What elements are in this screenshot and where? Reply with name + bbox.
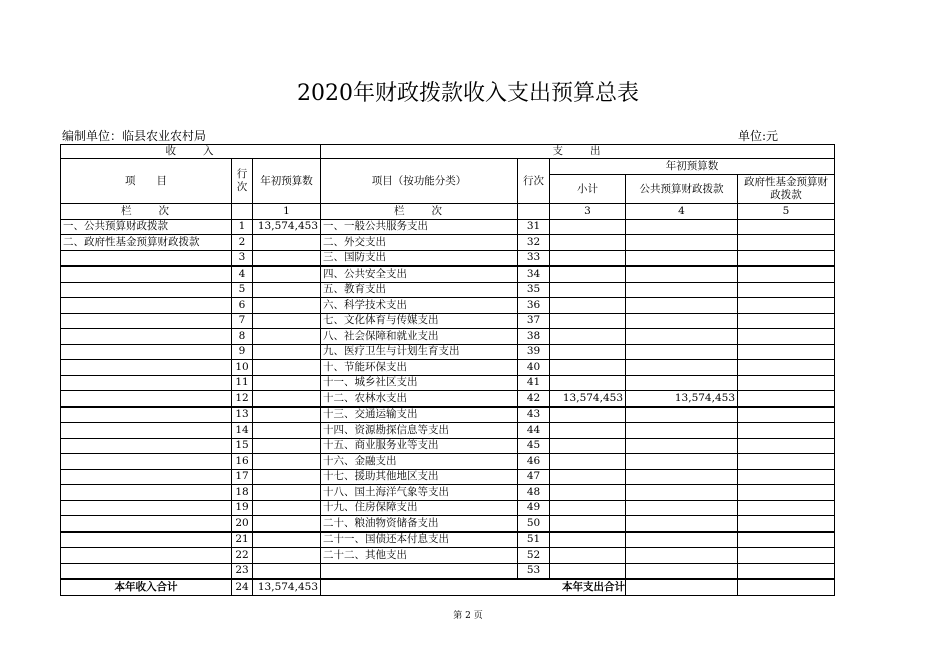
expense-gov [738, 454, 835, 470]
expense-row-no: 33 [518, 250, 550, 266]
table-row [61, 235, 835, 251]
expense-row-no: 42 [518, 391, 550, 407]
expense-subtotal [550, 548, 626, 564]
income-row-no: 9 [232, 344, 253, 360]
income-row-no: 2 [232, 235, 253, 251]
expense-gov [738, 235, 835, 251]
expense-gov [738, 219, 835, 235]
expense-public [626, 360, 738, 376]
income-item [61, 454, 232, 470]
col-number-3: 3 [550, 204, 626, 220]
expense-row-no: 52 [518, 548, 550, 564]
expense-gov [738, 563, 835, 579]
expense-row-no: 31 [518, 219, 550, 235]
expense-item: 十七、援助其他地区支出 [321, 469, 518, 485]
income-item [61, 391, 232, 407]
expense-row-no: 48 [518, 485, 550, 501]
income-row-no: 11 [232, 375, 253, 391]
income-amount: 13,574,453 [253, 219, 321, 235]
income-item [61, 375, 232, 391]
income-item [61, 266, 232, 282]
income-amount [253, 266, 321, 282]
table-row [61, 329, 835, 345]
income-item [61, 298, 232, 314]
income-amount [253, 469, 321, 485]
expense-public [626, 423, 738, 439]
unit-label: 单位:元 [738, 129, 779, 143]
income-item [61, 423, 232, 439]
income-row-no: 18 [232, 485, 253, 501]
table-row [61, 438, 835, 454]
expense-item: 二十二、其他支出 [321, 548, 518, 564]
table-row [61, 313, 835, 329]
income-item: 二、政府性基金预算财政拨款 [61, 235, 232, 251]
income-row-no: 12 [232, 391, 253, 407]
col-number-4: 4 [626, 204, 738, 220]
income-item [61, 516, 232, 532]
income-amount [253, 516, 321, 532]
expense-row-no: 38 [518, 329, 550, 345]
expense-item: 二、外交支出 [321, 235, 518, 251]
row-no-header-left: 行 次 [232, 159, 253, 204]
expense-subtotal [550, 485, 626, 501]
expense-row-no: 53 [518, 563, 550, 579]
expense-public [626, 500, 738, 516]
expense-gov [738, 469, 835, 485]
expense-row-no: 40 [518, 360, 550, 376]
income-amount [253, 329, 321, 345]
table-row [61, 563, 835, 579]
expense-gov [738, 313, 835, 329]
col-label-right: 栏 次 [321, 204, 518, 220]
table-row [61, 500, 835, 516]
expense-public [626, 282, 738, 298]
income-amount [253, 532, 321, 548]
income-row-no: 21 [232, 532, 253, 548]
income-row-no: 15 [232, 438, 253, 454]
table-row [61, 407, 835, 423]
expense-gov [738, 516, 835, 532]
expense-item: 二十、粮油物资储备支出 [321, 516, 518, 532]
income-item [61, 282, 232, 298]
income-amount [253, 423, 321, 439]
item-header: 项 目 [61, 159, 232, 204]
expense-subtotal [550, 563, 626, 579]
expense-row-no: 45 [518, 438, 550, 454]
expense-public [626, 454, 738, 470]
income-amount [253, 485, 321, 501]
income-amount [253, 563, 321, 579]
income-row-no: 23 [232, 563, 253, 579]
income-amount [253, 235, 321, 251]
income-amount [253, 391, 321, 407]
expense-public [626, 298, 738, 314]
table-row [61, 516, 835, 532]
expense-item: 九、医疗卫生与计划生育支出 [321, 344, 518, 360]
income-item [61, 329, 232, 345]
expense-public [626, 329, 738, 345]
income-amount [253, 313, 321, 329]
income-amount [253, 500, 321, 516]
col-number-5: 5 [738, 204, 835, 220]
expense-gov [738, 344, 835, 360]
income-amount [253, 407, 321, 423]
expense-item: 十五、商业服务业等支出 [321, 438, 518, 454]
expense-public [626, 250, 738, 266]
expense-subtotal [550, 423, 626, 439]
expense-row-no: 46 [518, 454, 550, 470]
table-row [61, 298, 835, 314]
table-row [61, 391, 835, 407]
gov-fund-header: 政府性基金预算财政拨款 [738, 175, 835, 204]
expense-subtotal [550, 469, 626, 485]
expense-public [626, 313, 738, 329]
row-no-header-right: 行次 [518, 159, 550, 204]
expense-subtotal [550, 219, 626, 235]
col-label-left: 栏 次 [61, 204, 232, 220]
public-budget-header: 公共预算财政拨款 [626, 175, 738, 204]
income-amount [253, 438, 321, 454]
item-func-header: 项目（按功能分类） [321, 159, 518, 204]
income-item [61, 485, 232, 501]
budget-table [60, 144, 835, 596]
expense-public [626, 407, 738, 423]
expense-public [626, 235, 738, 251]
expense-row-no: 51 [518, 532, 550, 548]
expense-row-no: 37 [518, 313, 550, 329]
expense-item [321, 563, 518, 579]
expense-subtotal [550, 266, 626, 282]
expense-gov [738, 298, 835, 314]
expense-gov [738, 360, 835, 376]
expense-gov [738, 548, 835, 564]
expense-public [626, 219, 738, 235]
income-row-no: 4 [232, 266, 253, 282]
expense-header: 支 出 [321, 145, 835, 159]
income-header: 收 入 [61, 145, 321, 159]
table-row [61, 375, 835, 391]
expense-subtotal [550, 500, 626, 516]
expense-subtotal [550, 438, 626, 454]
income-item [61, 469, 232, 485]
expense-gov [738, 485, 835, 501]
page-footer: 第 2 页 [453, 611, 483, 621]
expense-gov [738, 250, 835, 266]
expense-item: 十九、住房保障支出 [321, 500, 518, 516]
expense-public [626, 563, 738, 579]
expense-total-label: 本年支出合计 [321, 579, 626, 595]
income-item [61, 344, 232, 360]
expense-item: 三、国防支出 [321, 250, 518, 266]
expense-item: 十、节能环保支出 [321, 360, 518, 376]
expense-item: 十二、农林水支出 [321, 391, 518, 407]
expense-subtotal [550, 313, 626, 329]
expense-public [626, 469, 738, 485]
expense-public [626, 438, 738, 454]
table-row [61, 454, 835, 470]
income-row-no: 19 [232, 500, 253, 516]
col-number-1: 1 [253, 204, 321, 220]
table-row [61, 282, 835, 298]
table-row [61, 266, 835, 282]
expense-public [626, 344, 738, 360]
expense-row-no: 39 [518, 344, 550, 360]
expense-row-no: 36 [518, 298, 550, 314]
expense-subtotal [550, 298, 626, 314]
expense-subtotal [550, 235, 626, 251]
income-amount [253, 282, 321, 298]
income-item [61, 360, 232, 376]
expense-subtotal [550, 360, 626, 376]
expense-item: 十三、交通运输支出 [321, 407, 518, 423]
expense-row-no: 44 [518, 423, 550, 439]
income-amount [253, 298, 321, 314]
income-row-no: 17 [232, 469, 253, 485]
income-item [61, 407, 232, 423]
expense-item: 一、一般公共服务支出 [321, 219, 518, 235]
total-row-no: 24 [232, 579, 253, 595]
expense-gov [738, 532, 835, 548]
expense-subtotal [550, 407, 626, 423]
expense-gov [738, 282, 835, 298]
expense-item: 六、科学技术支出 [321, 298, 518, 314]
expense-item: 十八、国土海洋气象等支出 [321, 485, 518, 501]
annual-budget-header: 年初预算数 [550, 159, 835, 175]
income-item [61, 500, 232, 516]
expense-subtotal [550, 282, 626, 298]
income-row-no: 8 [232, 329, 253, 345]
subtotal-header: 小计 [550, 175, 626, 204]
income-item [61, 532, 232, 548]
table-row [61, 219, 835, 235]
expense-subtotal [550, 454, 626, 470]
table-row [61, 360, 835, 376]
expense-subtotal [550, 344, 626, 360]
budget-header: 年初预算数 [253, 159, 321, 204]
expense-gov [738, 375, 835, 391]
expense-subtotal [550, 250, 626, 266]
income-row-no: 14 [232, 423, 253, 439]
income-row-no: 13 [232, 407, 253, 423]
income-row-no: 6 [232, 298, 253, 314]
expense-row-no: 47 [518, 469, 550, 485]
table-row [61, 548, 835, 564]
income-row-no: 7 [232, 313, 253, 329]
table-row [61, 344, 835, 360]
page-title: 2020年财政拨款收入支出预算总表 [297, 81, 639, 106]
expense-subtotal [550, 532, 626, 548]
income-item [61, 548, 232, 564]
table-row [61, 532, 835, 548]
income-amount [253, 548, 321, 564]
income-amount [253, 250, 321, 266]
income-amount [253, 375, 321, 391]
expense-gov [738, 391, 835, 407]
income-item [61, 563, 232, 579]
income-amount [253, 454, 321, 470]
expense-item: 四、公共安全支出 [321, 266, 518, 282]
income-row-no: 5 [232, 282, 253, 298]
expense-gov [738, 438, 835, 454]
expense-subtotal: 13,574,453 [550, 391, 626, 407]
expense-item: 十四、资源勘探信息等支出 [321, 423, 518, 439]
org-label: 编制单位：临县农业农村局 [62, 129, 207, 143]
expense-subtotal [550, 375, 626, 391]
expense-subtotal [550, 329, 626, 345]
expense-item: 五、教育支出 [321, 282, 518, 298]
income-row-no: 22 [232, 548, 253, 564]
expense-row-no: 34 [518, 266, 550, 282]
expense-gov [738, 407, 835, 423]
income-row-no: 10 [232, 360, 253, 376]
expense-public [626, 485, 738, 501]
income-row-no: 1 [232, 219, 253, 235]
expense-public [626, 266, 738, 282]
expense-public [626, 516, 738, 532]
income-item [61, 438, 232, 454]
expense-row-no: 43 [518, 407, 550, 423]
expense-row-no: 35 [518, 282, 550, 298]
table-row [61, 469, 835, 485]
expense-row-no: 32 [518, 235, 550, 251]
income-row-no: 20 [232, 516, 253, 532]
income-total-label: 本年收入合计 [61, 579, 232, 595]
table-row [61, 423, 835, 439]
expense-item: 七、文化体育与传媒支出 [321, 313, 518, 329]
table-row [61, 250, 835, 266]
expense-item: 十一、城乡社区支出 [321, 375, 518, 391]
expense-gov [738, 423, 835, 439]
table-row [61, 485, 835, 501]
expense-item: 八、社会保障和就业支出 [321, 329, 518, 345]
income-item [61, 313, 232, 329]
expense-public [626, 375, 738, 391]
expense-row-no: 49 [518, 500, 550, 516]
expense-gov [738, 500, 835, 516]
expense-row-no: 50 [518, 516, 550, 532]
expense-public [626, 532, 738, 548]
expense-public [626, 548, 738, 564]
expense-item: 二十一、国债还本付息支出 [321, 532, 518, 548]
income-amount [253, 344, 321, 360]
expense-public: 13,574,453 [626, 391, 738, 407]
expense-row-no: 41 [518, 375, 550, 391]
income-item [61, 250, 232, 266]
income-amount [253, 360, 321, 376]
income-row-no: 16 [232, 454, 253, 470]
income-item: 一、公共预算财政拨款 [61, 219, 232, 235]
income-row-no: 3 [232, 250, 253, 266]
expense-item: 十六、金融支出 [321, 454, 518, 470]
expense-gov [738, 266, 835, 282]
expense-gov [738, 329, 835, 345]
income-total-amount: 13,574,453 [253, 579, 321, 595]
expense-subtotal [550, 516, 626, 532]
